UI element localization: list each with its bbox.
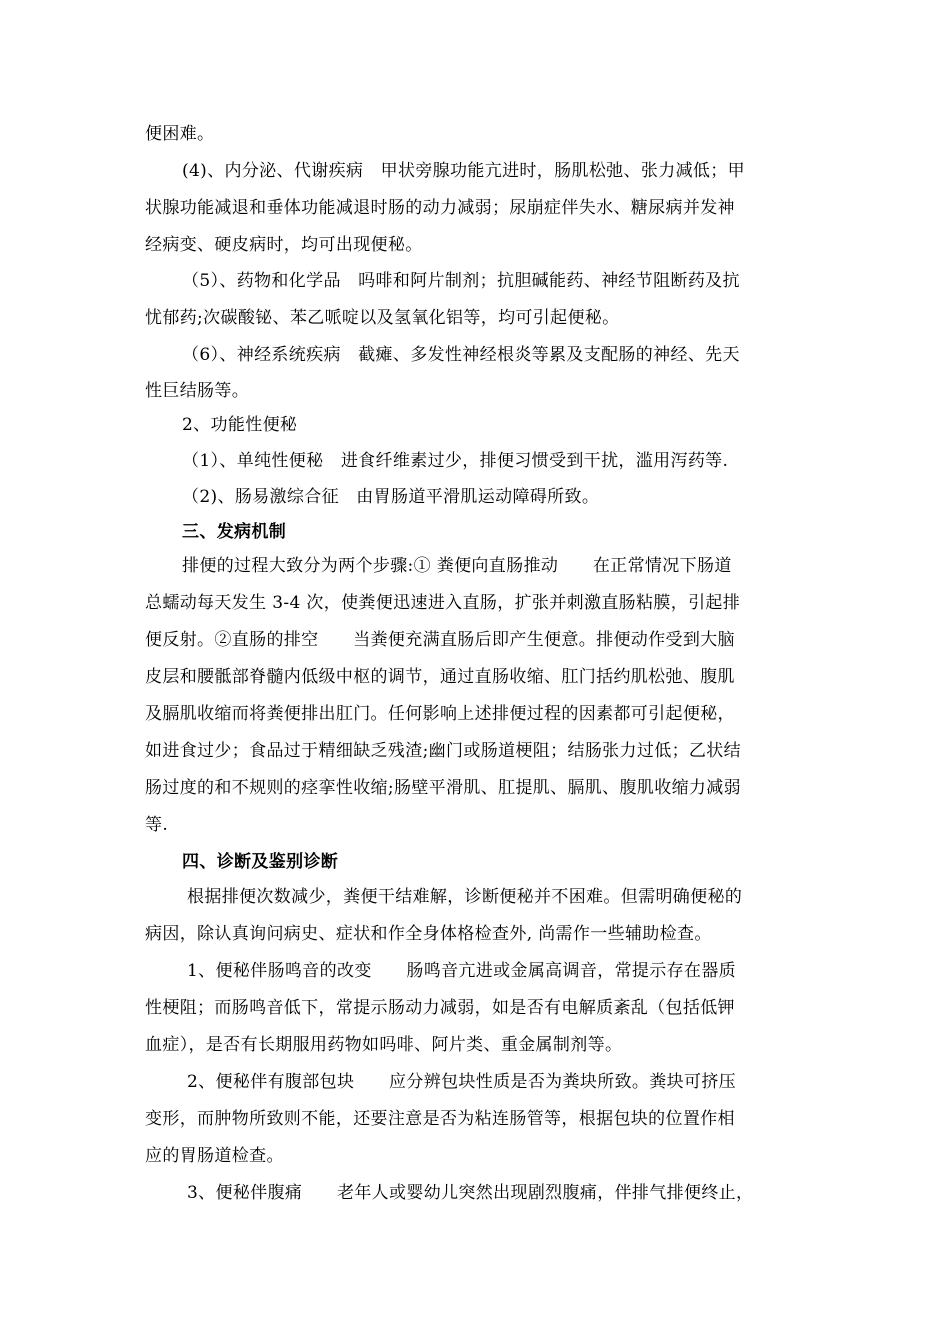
text-line: 性梗阻；而肠鸣音低下，常提示肠动力减弱，如是否有电解质紊乱（包括低钾	[145, 998, 735, 1018]
text-line: 便反射。②直肠的排空 当粪便充满直肠后即产生便意。排便动作受到大脑	[145, 630, 735, 650]
text-line: 排便的过程大致分为两个步骤:① 粪便向直肠推动 在正常情况下肠道	[182, 556, 732, 576]
text-line: 总蠕动每天发生 3-4 次，使粪便迅速进入直肠，扩张并刺激直肠粘膜，引起排	[145, 593, 741, 613]
text-line: （2)、肠易激综合征 由胃肠道平滑肌运动障碍所致。	[182, 487, 600, 507]
text-line: （5）、药物和化学品 吗啡和阿片制剂；抗胆碱能药、神经节阻断药及抗	[182, 271, 740, 291]
text-line: 应的胃肠道检查。	[145, 1146, 284, 1166]
text-line: （6）、神经系统疾病 截瘫、多发性神经根炎等累及支配肠的神经、先天	[182, 345, 740, 365]
text-line: 变形，而肿物所致则不能，还要注意是否为粘连肠管等，根据包块的位置作相	[145, 1109, 735, 1129]
text-line: (4)、内分泌、代谢疾病 甲状旁腺功能亢进时，肠肌松弛、张力减低；甲	[182, 161, 745, 181]
section-heading: 四、诊断及鉴别诊断	[182, 852, 339, 872]
text-line: （1）、单纯性便秘 进食纤维素过少，排便习惯受到干扰，滥用泻药等.	[182, 451, 729, 471]
text-line: 2、功能性便秘	[182, 415, 298, 435]
text-line: 状腺功能减退和垂体功能减退时肠的动力减弱；尿崩症伴失水、糖尿病并发神	[145, 198, 735, 218]
text-line: 2、便秘伴有腹部包块 应分辨包块性质是否为粪块所致。粪块可挤压	[187, 1072, 737, 1092]
text-line: 1、便秘伴肠鸣音的改变 肠鸣音亢进或金属高调音，常提示存在器质	[187, 961, 737, 981]
text-line: 血症），是否有长期服用药物如吗啡、阿片类、重金属制剂等。	[145, 1035, 623, 1055]
text-line: 便困难。	[145, 124, 215, 144]
text-line: 及膈肌收缩而将粪便排出肛门。任何影响上述排便过程的因素都可引起便秘，	[145, 704, 735, 724]
text-line: 3、便秘伴腹痛 老年人或婴幼儿突然出现剧烈腹痛，伴排气排便终止，	[187, 1183, 754, 1203]
text-line: 性巨结肠等。	[145, 381, 250, 401]
text-line: 经病变、硬皮病时，均可出现便秘。	[145, 235, 423, 255]
section-heading: 三、发病机制	[182, 522, 287, 542]
text-line: 等.	[145, 815, 169, 835]
text-line: 皮层和腰骶部脊髓内低级中枢的调节，通过直肠收缩、肛门括约肌松弛、腹肌	[145, 667, 735, 687]
text-line: 肠过度的和不规则的痉挛性收缩;肠壁平滑肌、肛提肌、膈肌、腹肌收缩力减弱	[145, 778, 741, 798]
text-line: 如进食过少；食品过于精细缺乏残渣;幽门或肠道梗阻；结肠张力过低；乙状结	[145, 741, 741, 761]
text-line: 病因，除认真询问病史、症状和作全身体格检查外, 尚需作一些辅助检查。	[145, 924, 712, 944]
text-line: 根据排便次数减少，粪便干结难解，诊断便秘并不困难。但需明确便秘的	[187, 887, 743, 907]
text-line: 忧郁药;次碳酸铋、苯乙哌啶以及氢氧化铝等，均可引起便秘。	[145, 308, 620, 328]
